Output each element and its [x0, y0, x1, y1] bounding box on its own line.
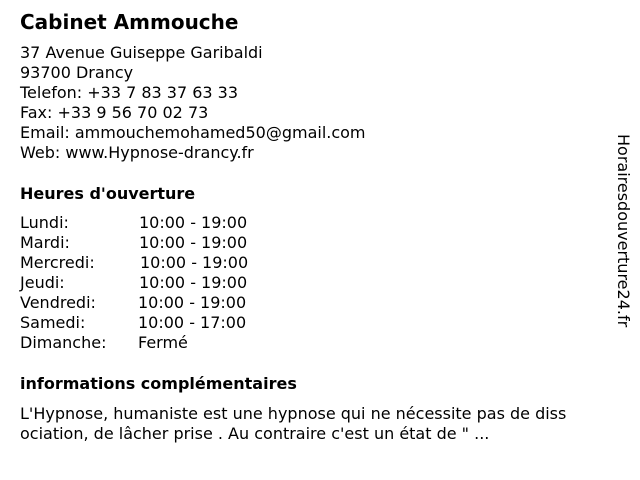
additional-info-heading: informations complémentaires — [20, 374, 297, 393]
day-hours: 10:00 - 19:00 — [139, 273, 248, 292]
watermark-container — [610, 134, 636, 370]
hours-row-tuesday — [20, 233, 280, 253]
day-hours: 10:00 - 19:00 — [139, 213, 248, 232]
email-address: Email: ammouchemohamed50@gmail.com — [20, 123, 366, 142]
day-label: Mardi: — [20, 233, 70, 252]
day-label: Vendredi: — [20, 293, 96, 312]
day-hours: Fermé — [138, 333, 188, 352]
day-label: Dimanche: — [20, 333, 107, 352]
address-city: 93700 Drancy — [20, 63, 134, 82]
fax-number: Fax: +33 9 56 70 02 73 — [20, 103, 209, 122]
hours-row-friday — [20, 293, 280, 313]
phone-number: Telefon: +33 7 83 37 63 33 — [20, 83, 239, 102]
day-hours: 10:00 - 17:00 — [138, 313, 247, 332]
hours-row-saturday — [20, 313, 280, 333]
hours-row-wednesday — [20, 253, 280, 273]
day-hours: 10:00 - 19:00 — [139, 233, 248, 252]
hours-row-sunday — [20, 333, 280, 353]
contact-block — [20, 43, 366, 163]
day-hours: 10:00 - 19:00 — [140, 253, 249, 272]
business-name: Cabinet Ammouche — [20, 10, 239, 34]
day-label: Jeudi: — [20, 273, 65, 292]
website: Web: www.Hypnose-drancy.fr — [20, 143, 254, 162]
address-street: 37 Avenue Guiseppe Garibaldi — [20, 43, 263, 62]
additional-info-text — [20, 404, 566, 444]
day-label: Lundi: — [20, 213, 69, 232]
day-label: Samedi: — [20, 313, 86, 332]
site-watermark: Horairesdouverture24.fr — [614, 134, 633, 328]
day-label: Mercredi: — [20, 253, 95, 272]
opening-hours-table — [20, 213, 280, 353]
info-line: L'Hypnose, humaniste est une hypnose qui ne nécessite pas de diss — [20, 404, 567, 423]
hours-row-thursday — [20, 273, 280, 293]
day-hours: 10:00 - 19:00 — [138, 293, 247, 312]
hours-row-monday — [20, 213, 280, 233]
info-line: ociation, de lâcher prise . Au contraire c'est un état de " ... — [20, 424, 490, 443]
opening-hours-heading: Heures d'ouverture — [20, 184, 196, 203]
